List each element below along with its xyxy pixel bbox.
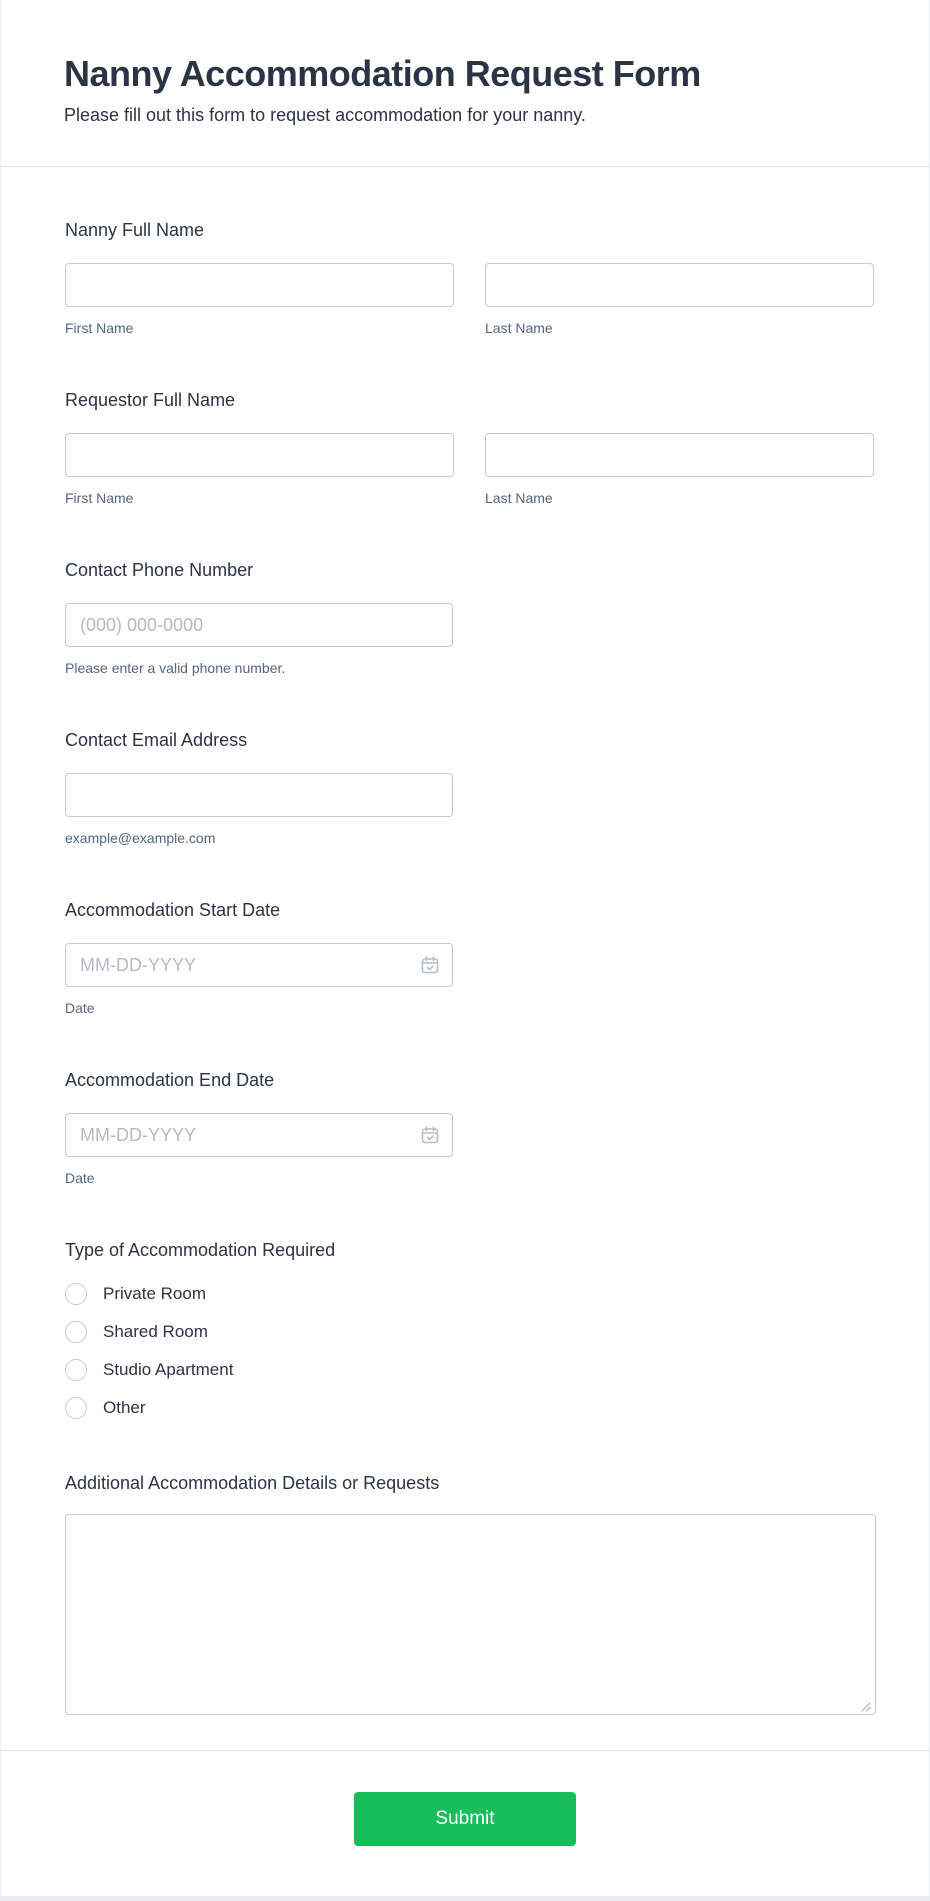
radio-icon[interactable] xyxy=(65,1283,87,1305)
radio-option-shared-room[interactable] xyxy=(65,1313,874,1351)
sublabel-email-hint: example@example.com xyxy=(65,830,216,847)
radio-option-other[interactable] xyxy=(65,1389,874,1427)
sublabel-first-name: First Name xyxy=(65,320,134,337)
sublabel-phone-hint: Please enter a valid phone number. xyxy=(65,660,286,677)
field-label: Requestor Full Name xyxy=(65,390,236,411)
form-header xyxy=(1,0,929,166)
additional-details-textarea[interactable] xyxy=(65,1514,876,1715)
end-date-input[interactable] xyxy=(65,1113,453,1157)
field-label: Contact Email Address xyxy=(65,730,248,751)
field-label: Nanny Full Name xyxy=(65,220,205,241)
radio-icon[interactable] xyxy=(65,1397,87,1419)
requestor-first-name-input[interactable] xyxy=(65,433,454,477)
field-contact-phone xyxy=(65,559,874,677)
field-end-date xyxy=(65,1069,874,1187)
radio-option-label: Studio Apartment xyxy=(103,1360,234,1380)
radio-option-studio-apartment[interactable] xyxy=(65,1351,874,1389)
sublabel-last-name: Last Name xyxy=(485,320,553,337)
submit-button[interactable]: Submit xyxy=(354,1792,576,1846)
field-label: Accommodation Start Date xyxy=(65,900,281,921)
field-label: Contact Phone Number xyxy=(65,560,254,581)
radio-option-label: Other xyxy=(103,1398,146,1418)
phone-input[interactable] xyxy=(65,603,453,647)
form-body xyxy=(1,167,929,1750)
field-contact-email xyxy=(65,729,874,847)
field-additional-details xyxy=(65,1472,874,1720)
nanny-first-name-input[interactable] xyxy=(65,263,454,307)
nanny-last-name-input[interactable] xyxy=(485,263,874,307)
field-nanny-full-name xyxy=(65,219,874,337)
email-input[interactable] xyxy=(65,773,453,817)
radio-option-private-room[interactable] xyxy=(65,1275,874,1313)
radio-option-label: Shared Room xyxy=(103,1322,208,1342)
field-label: Accommodation End Date xyxy=(65,1070,275,1091)
form-subtitle: Please fill out this form to request accommodation for your nanny. xyxy=(64,105,586,126)
field-start-date xyxy=(65,899,874,1017)
form-footer xyxy=(1,1750,929,1896)
radio-option-label: Private Room xyxy=(103,1284,206,1304)
page-bottom-strip xyxy=(0,1896,930,1901)
form-title: Nanny Accommodation Request Form xyxy=(64,53,701,94)
field-accommodation-type xyxy=(65,1239,874,1427)
sublabel-date: Date xyxy=(65,1000,95,1017)
accommodation-type-radio-group xyxy=(65,1275,874,1427)
radio-icon[interactable] xyxy=(65,1359,87,1381)
field-requestor-full-name xyxy=(65,389,874,507)
field-label: Type of Accommodation Required xyxy=(65,1240,336,1261)
sublabel-last-name: Last Name xyxy=(485,490,553,507)
radio-icon[interactable] xyxy=(65,1321,87,1343)
sublabel-date: Date xyxy=(65,1170,95,1187)
field-label: Additional Accommodation Details or Requests xyxy=(65,1473,440,1494)
requestor-last-name-input[interactable] xyxy=(485,433,874,477)
sublabel-first-name: First Name xyxy=(65,490,134,507)
start-date-input[interactable] xyxy=(65,943,453,987)
form-card xyxy=(1,0,929,1896)
